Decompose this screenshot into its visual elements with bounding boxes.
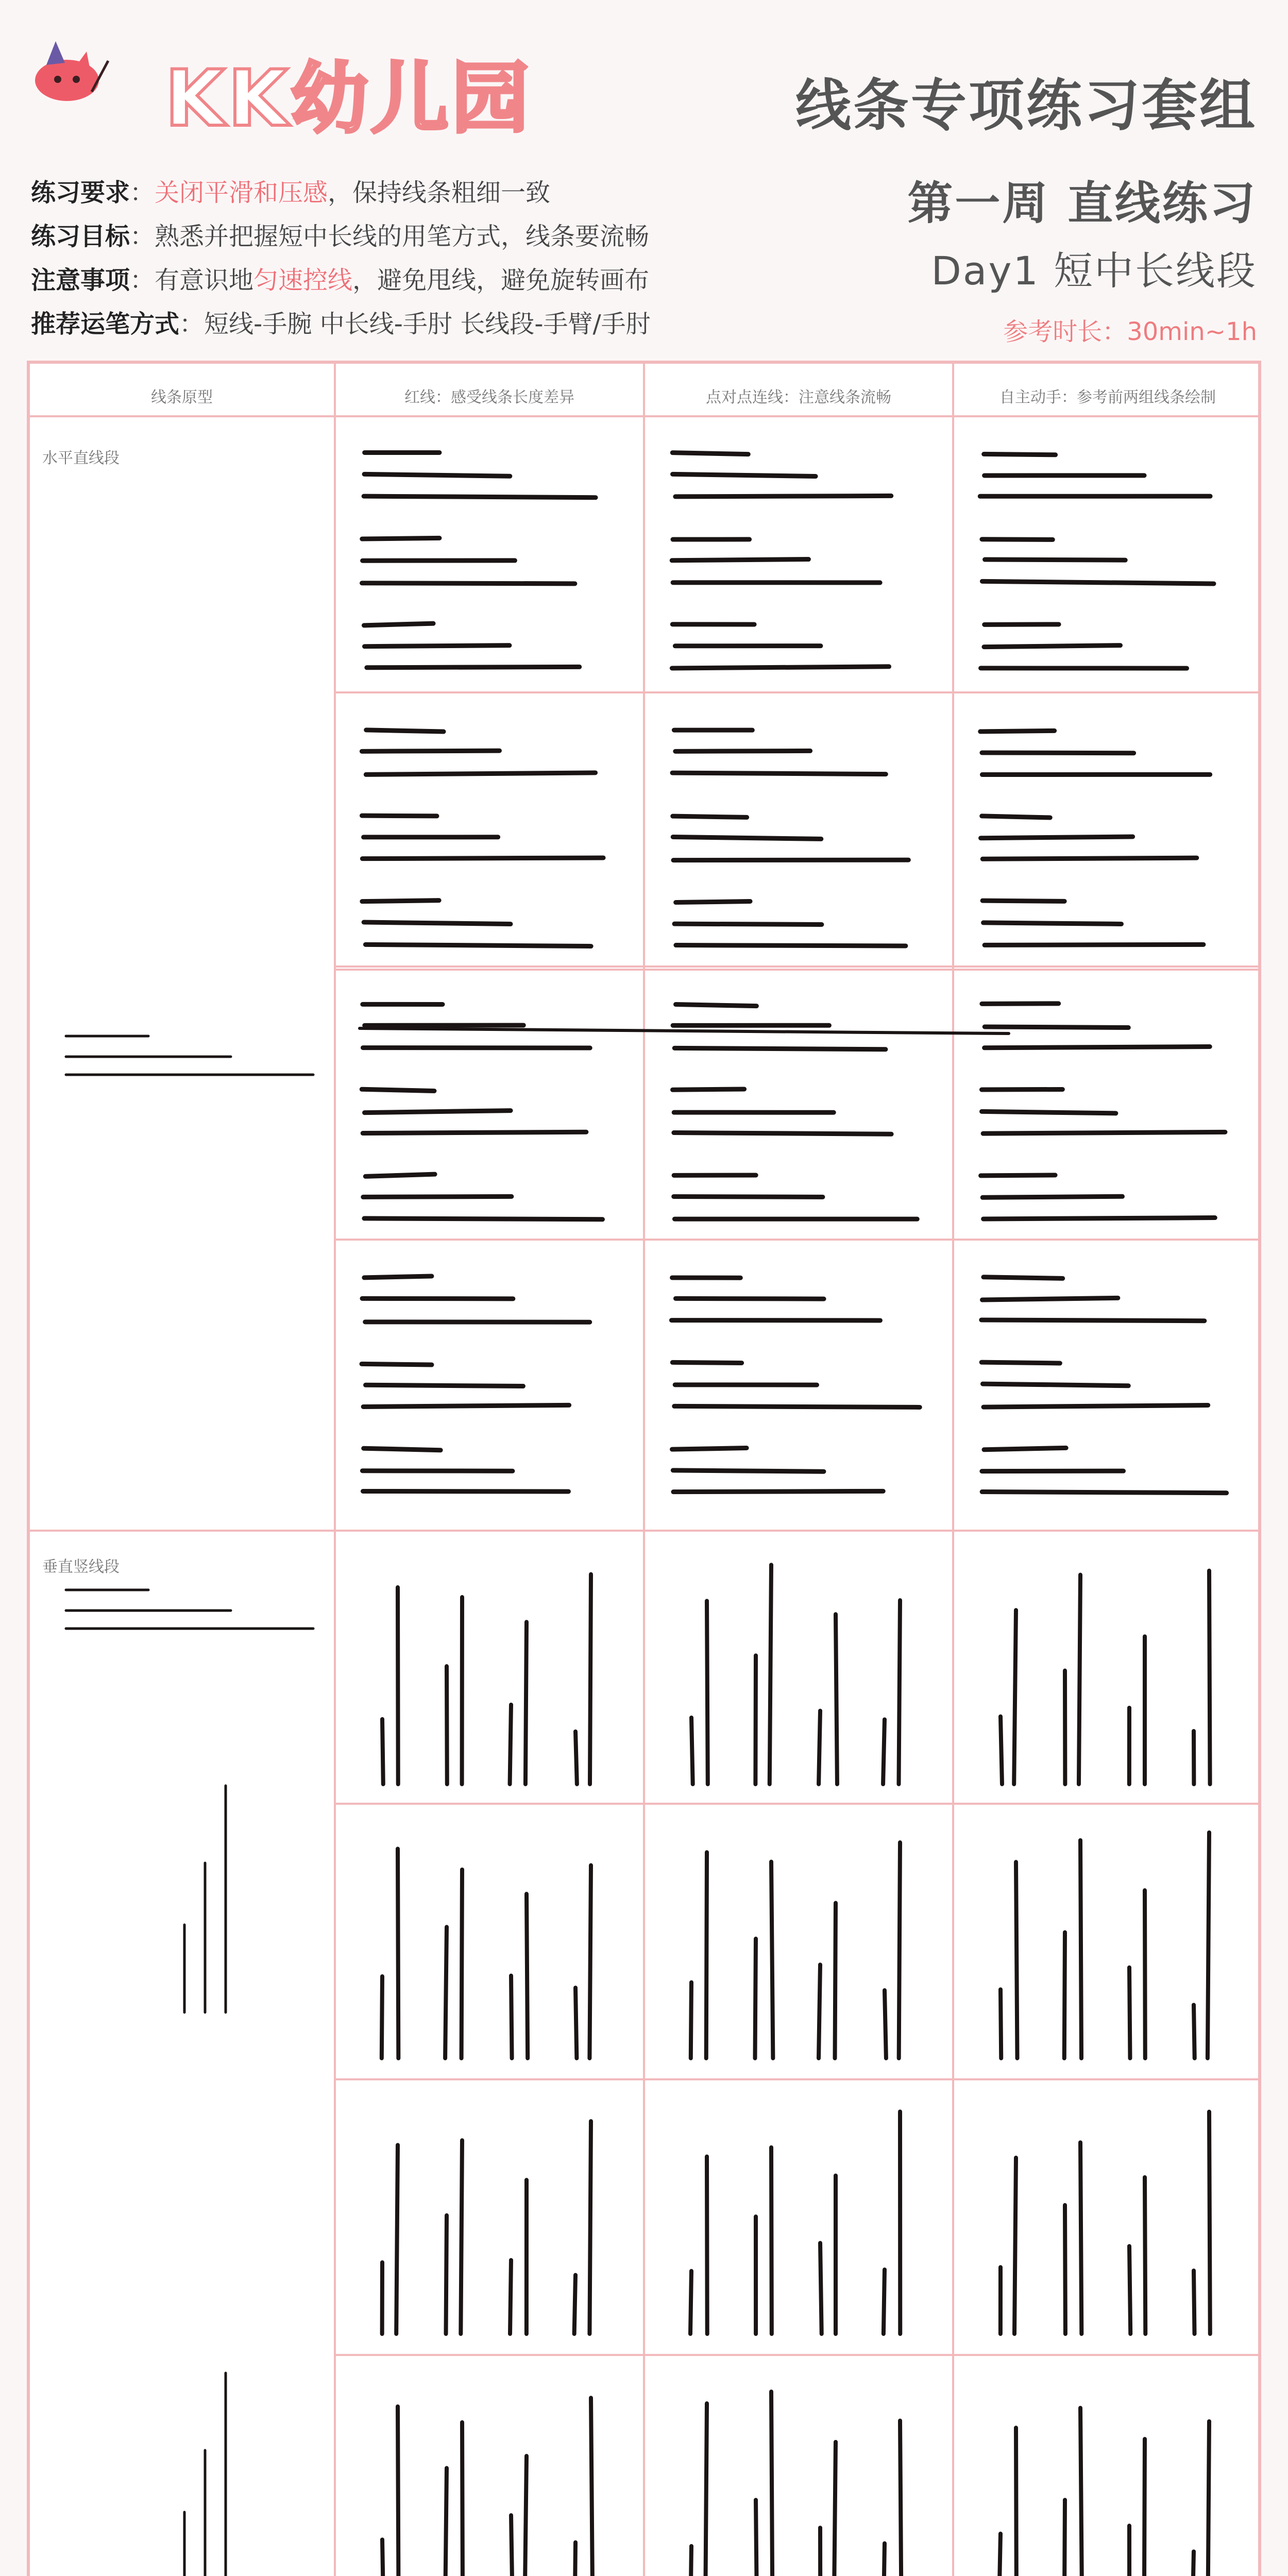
horizontal-practice-stroke bbox=[365, 646, 510, 647]
vertical-practice-stroke bbox=[1080, 2142, 1081, 2334]
vertical-practice-stroke bbox=[771, 2392, 772, 2576]
vertical-practice-stroke bbox=[382, 2539, 383, 2576]
horizontal-practice-stroke bbox=[364, 496, 596, 498]
horizontal-practice-stroke bbox=[984, 1448, 1066, 1449]
horizontal-practice-stroke bbox=[981, 837, 1133, 838]
vertical-practice-stroke bbox=[1209, 2112, 1210, 2334]
series-title: 线条专项练习套组 bbox=[795, 74, 1257, 138]
vertical-practice-stroke bbox=[691, 1718, 693, 1784]
horizontal-practice-stroke bbox=[984, 646, 1121, 647]
vertical-practice-stroke bbox=[510, 2260, 511, 2334]
section-label-vertical: 垂直竖线段 bbox=[42, 1558, 120, 1576]
horizontal-practice-stroke bbox=[982, 816, 1050, 818]
horizontal-practice-stroke bbox=[366, 773, 595, 774]
vertical-practice-stroke bbox=[589, 1866, 591, 2058]
vertical-practice-stroke bbox=[575, 1988, 577, 2058]
horizontal-practice-stroke bbox=[985, 624, 1059, 625]
vertical-practice-stroke bbox=[819, 1711, 820, 1784]
horizontal-practice-stroke bbox=[364, 474, 510, 476]
horizontal-practice-stroke bbox=[981, 1320, 1205, 1321]
requirement-row: 练习要求：关闭平滑和压感，保持线条粗细一致 bbox=[31, 178, 551, 207]
horizontal-practice-stroke bbox=[675, 1298, 824, 1299]
vertical-practice-stroke bbox=[1064, 1933, 1065, 2058]
horizontal-practice-stroke bbox=[981, 1362, 1060, 1363]
horizontal-practice-stroke bbox=[984, 1218, 1215, 1219]
horizontal-practice-stroke bbox=[362, 901, 439, 902]
week-title: 第一周 直线练习 bbox=[907, 177, 1257, 230]
horizontal-practice-stroke bbox=[364, 1276, 432, 1278]
vertical-practice-stroke bbox=[524, 2456, 527, 2576]
horizontal-practice-stroke bbox=[672, 667, 889, 668]
horizontal-practice-stroke bbox=[673, 474, 816, 476]
vertical-practice-stroke bbox=[589, 2121, 591, 2334]
horizontal-practice-stroke bbox=[362, 858, 603, 859]
vertical-practice-stroke bbox=[820, 2243, 822, 2334]
vertical-practice-stroke bbox=[511, 1976, 512, 2058]
horizontal-practice-stroke bbox=[982, 1492, 1226, 1493]
column-header-freehand: 自主动手：参考前两组线条绘制 bbox=[999, 388, 1216, 406]
vertical-practice-stroke bbox=[756, 2500, 757, 2576]
vertical-practice-stroke bbox=[707, 1601, 708, 1784]
vertical-practice-stroke bbox=[899, 1600, 900, 1784]
vertical-practice-stroke bbox=[590, 1574, 591, 1784]
vertical-practice-stroke bbox=[899, 1842, 900, 2058]
horizontal-practice-stroke bbox=[365, 944, 591, 946]
vertical-practice-stroke bbox=[1079, 1575, 1080, 1784]
vertical-practice-stroke bbox=[1208, 2421, 1209, 2576]
vertical-practice-stroke bbox=[382, 1719, 383, 1784]
day-title: Day1 短中长线段 bbox=[931, 248, 1257, 294]
vertical-practice-stroke bbox=[1001, 1717, 1002, 1784]
practice-strokes bbox=[30, 364, 1258, 2576]
horizontal-practice-stroke bbox=[982, 1298, 1118, 1300]
vertical-practice-stroke bbox=[574, 2275, 575, 2334]
vertical-practice-stroke bbox=[1193, 2551, 1194, 2576]
vertical-practice-stroke bbox=[591, 2398, 592, 2576]
horizontal-practice-stroke bbox=[985, 1027, 1128, 1028]
horizontal-practice-stroke bbox=[982, 858, 1196, 859]
vertical-practice-stroke bbox=[511, 2515, 513, 2576]
reference-time: 参考时长：30min~1h bbox=[1003, 317, 1257, 346]
horizontal-practice-stroke bbox=[982, 539, 1053, 540]
horizontal-practice-stroke bbox=[675, 1005, 756, 1006]
vertical-practice-stroke bbox=[1016, 1862, 1018, 2058]
vertical-practice-stroke bbox=[446, 2215, 447, 2334]
vertical-practice-stroke bbox=[1208, 1833, 1209, 2058]
horizontal-practice-stroke bbox=[674, 1406, 920, 1407]
vertical-practice-stroke bbox=[706, 1852, 707, 2058]
horizontal-practice-stroke bbox=[360, 1028, 1009, 1033]
horizontal-practice-stroke bbox=[985, 1047, 1210, 1048]
vertical-practice-stroke bbox=[398, 2406, 399, 2576]
vertical-practice-stroke bbox=[527, 1894, 528, 2058]
horizontal-practice-stroke bbox=[672, 560, 808, 561]
vertical-practice-stroke bbox=[836, 1614, 837, 1784]
vertical-practice-stroke bbox=[999, 2534, 1001, 2576]
horizontal-practice-stroke bbox=[982, 1384, 1128, 1386]
vertical-practice-stroke bbox=[900, 2421, 902, 2576]
mascot-logo-icon bbox=[31, 40, 108, 102]
horizontal-practice-stroke bbox=[362, 583, 575, 584]
vertical-practice-stroke bbox=[883, 1719, 885, 1784]
vertical-practice-stroke bbox=[461, 2140, 462, 2334]
column-header-prototype: 线条原型 bbox=[151, 388, 213, 406]
vertical-practice-stroke bbox=[819, 1964, 820, 2058]
column-header-red-line: 红线：感受线条长度差异 bbox=[404, 388, 574, 406]
horizontal-practice-stroke bbox=[672, 453, 748, 454]
section-label-horizontal: 水平直线段 bbox=[42, 449, 120, 467]
vertical-practice-stroke bbox=[834, 2442, 836, 2576]
vertical-practice-stroke bbox=[755, 1939, 756, 2058]
horizontal-practice-stroke bbox=[676, 945, 906, 946]
vertical-practice-stroke bbox=[445, 2468, 447, 2576]
vertical-practice-stroke bbox=[1064, 2500, 1065, 2576]
vertical-practice-stroke bbox=[1080, 1840, 1081, 2058]
vertical-practice-stroke bbox=[771, 1862, 773, 2058]
vertical-practice-stroke bbox=[884, 2269, 885, 2334]
horizontal-practice-stroke bbox=[364, 1218, 603, 1219]
horizontal-practice-stroke bbox=[981, 1089, 1062, 1090]
horizontal-practice-stroke bbox=[984, 923, 1122, 924]
vertical-practice-stroke bbox=[1209, 1571, 1210, 1784]
horizontal-practice-stroke bbox=[674, 1196, 823, 1197]
vertical-practice-stroke bbox=[1129, 2246, 1130, 2334]
horizontal-practice-stroke bbox=[363, 1132, 586, 1133]
vertical-practice-stroke bbox=[1144, 2439, 1145, 2576]
vertical-practice-stroke bbox=[396, 2145, 398, 2334]
goal-row: 练习目标：熟悉并把握短中长线的用笔方式，线条要流畅 bbox=[31, 222, 650, 251]
horizontal-practice-stroke bbox=[362, 1364, 432, 1365]
vertical-practice-stroke bbox=[526, 1622, 527, 1784]
vertical-practice-stroke bbox=[445, 1927, 447, 2058]
vertical-practice-stroke bbox=[835, 1903, 836, 2058]
vertical-practice-stroke bbox=[885, 1990, 886, 2058]
vertical-practice-stroke bbox=[771, 2147, 772, 2334]
practice-grid bbox=[27, 361, 1261, 2576]
horizontal-practice-stroke bbox=[981, 1175, 1056, 1176]
horizontal-practice-stroke bbox=[362, 538, 439, 539]
vertical-practice-stroke bbox=[1194, 2270, 1195, 2334]
horizontal-practice-stroke bbox=[672, 773, 886, 774]
vertical-practice-stroke bbox=[1014, 1610, 1016, 1784]
vertical-practice-stroke bbox=[1129, 1968, 1130, 2058]
vertical-practice-stroke bbox=[1080, 2408, 1082, 2576]
horizontal-practice-stroke bbox=[980, 731, 1055, 732]
notes-row: 注意事项：有意识地匀速控线，避免甩线，避免旋转画布 bbox=[31, 266, 650, 295]
horizontal-practice-stroke bbox=[363, 1196, 512, 1197]
horizontal-practice-stroke bbox=[364, 623, 433, 625]
vertical-practice-stroke bbox=[462, 2422, 463, 2576]
horizontal-practice-stroke bbox=[365, 1111, 511, 1113]
vertical-practice-stroke bbox=[510, 1705, 511, 1784]
horizontal-practice-stroke bbox=[984, 1405, 1208, 1408]
horizontal-practice-stroke bbox=[673, 1470, 824, 1471]
horizontal-practice-stroke bbox=[674, 1133, 891, 1134]
vertical-practice-stroke bbox=[884, 2544, 885, 2576]
horizontal-practice-stroke bbox=[362, 1089, 434, 1091]
horizontal-practice-stroke bbox=[364, 1448, 440, 1450]
horizontal-practice-stroke bbox=[985, 944, 1204, 945]
horizontal-practice-stroke bbox=[983, 1132, 1225, 1133]
vertical-practice-stroke bbox=[755, 1655, 756, 1784]
horizontal-practice-stroke bbox=[982, 1196, 1122, 1197]
horizontal-practice-stroke bbox=[364, 922, 511, 924]
column-header-dot-to-dot: 点对点连线：注意线条流畅 bbox=[706, 388, 891, 406]
horizontal-practice-stroke bbox=[673, 1089, 744, 1090]
vertical-practice-stroke bbox=[1014, 2158, 1016, 2334]
horizontal-practice-stroke bbox=[363, 1405, 569, 1406]
stroke-method-row: 推荐运笔方式：短线-手腕 中长线-手肘 长线段-手臂/手肘 bbox=[31, 310, 651, 338]
vertical-practice-stroke bbox=[1194, 2005, 1195, 2058]
horizontal-practice-stroke bbox=[672, 1362, 741, 1363]
horizontal-practice-stroke bbox=[673, 1491, 883, 1492]
vertical-practice-stroke bbox=[690, 2271, 691, 2334]
logo-text: KK幼儿园 bbox=[165, 54, 532, 144]
vertical-practice-stroke bbox=[770, 1565, 771, 1784]
horizontal-practice-stroke bbox=[672, 1448, 747, 1450]
horizontal-practice-stroke bbox=[673, 837, 821, 839]
horizontal-practice-stroke bbox=[984, 1277, 1063, 1279]
vertical-practice-stroke bbox=[575, 1732, 577, 1784]
vertical-practice-stroke bbox=[705, 2403, 707, 2576]
horizontal-practice-stroke bbox=[366, 1385, 523, 1386]
horizontal-practice-stroke bbox=[982, 1111, 1116, 1113]
horizontal-practice-stroke bbox=[982, 581, 1214, 584]
horizontal-practice-stroke bbox=[366, 730, 444, 732]
vertical-practice-stroke bbox=[690, 2546, 691, 2576]
horizontal-practice-stroke bbox=[676, 901, 750, 902]
horizontal-practice-stroke bbox=[674, 1048, 886, 1049]
horizontal-practice-stroke bbox=[365, 1174, 435, 1176]
horizontal-practice-stroke bbox=[673, 816, 747, 817]
